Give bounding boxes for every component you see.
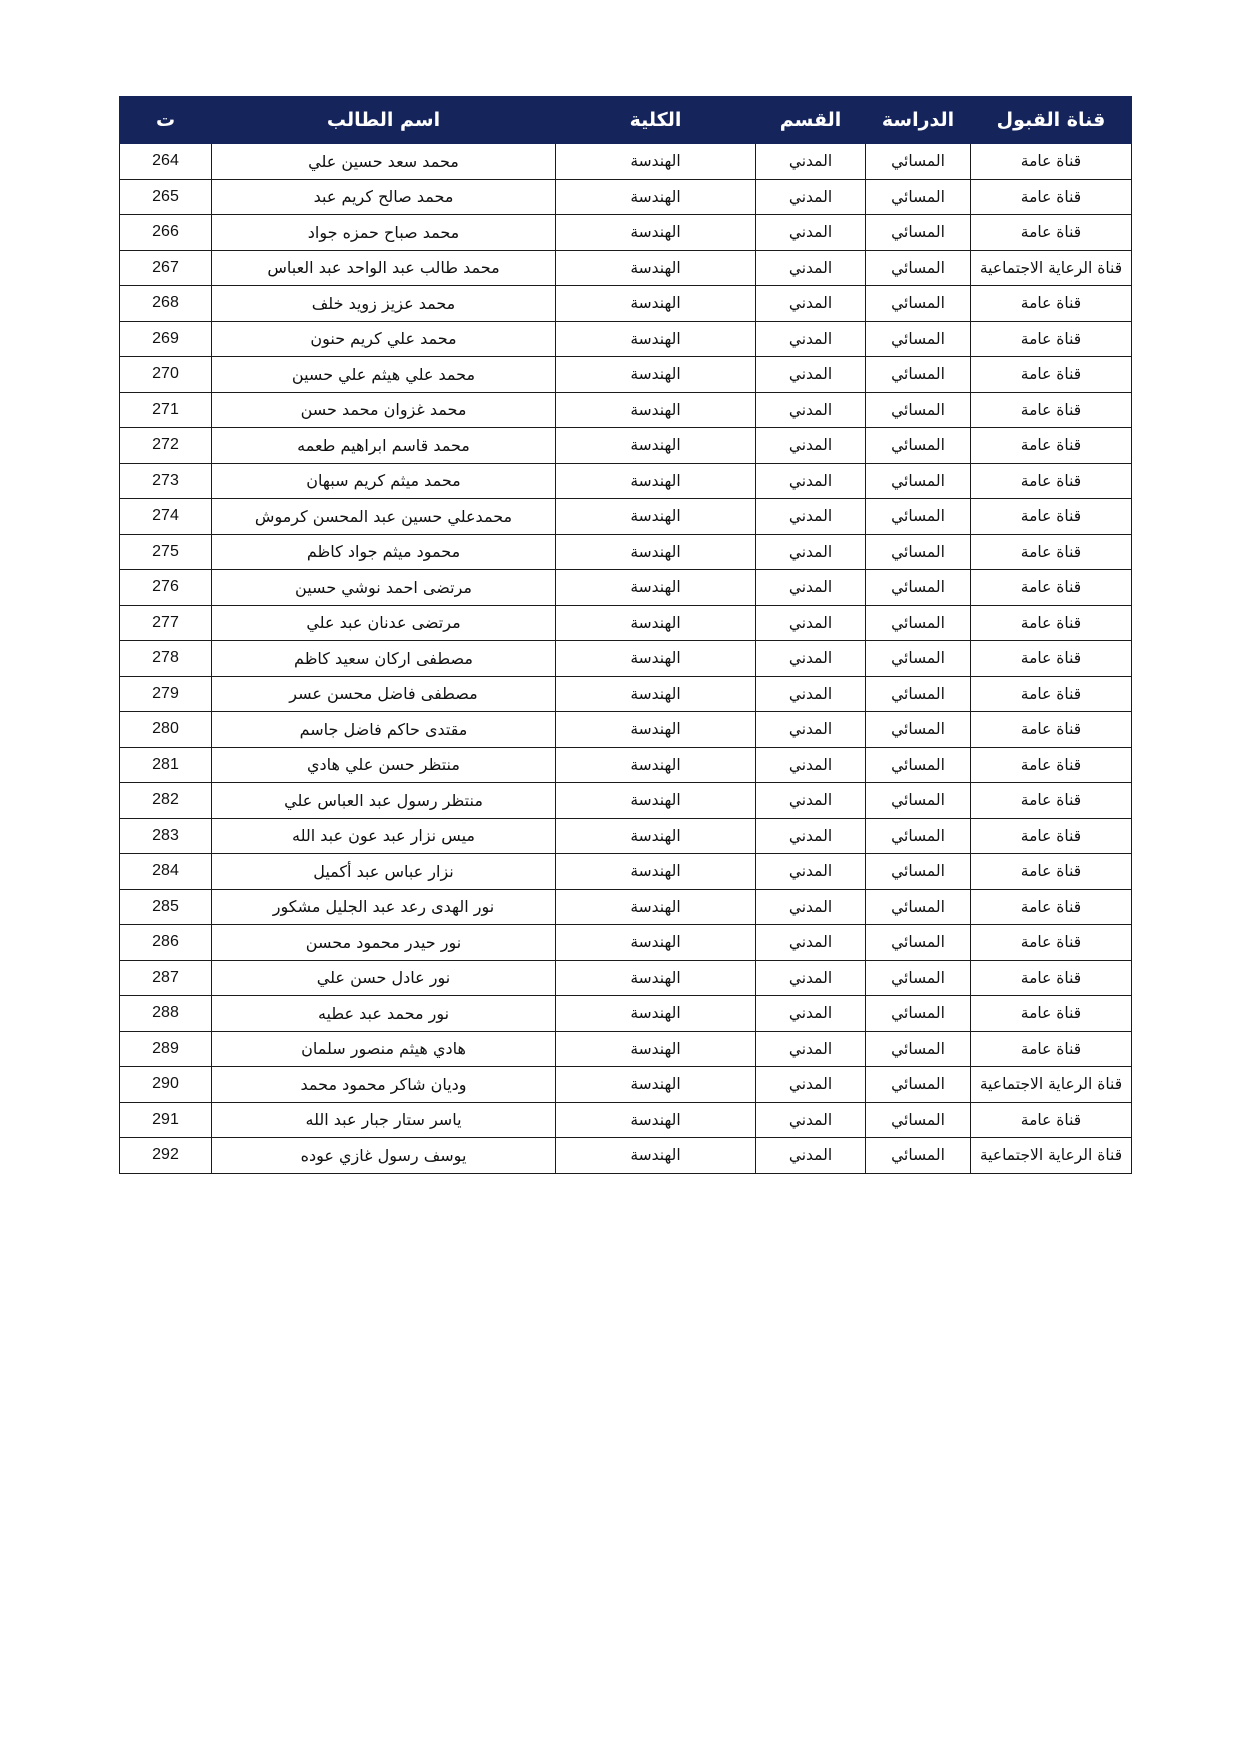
cell-college: الهندسة xyxy=(556,818,756,854)
cell-college: الهندسة xyxy=(556,1138,756,1174)
table-header xyxy=(120,97,1132,144)
cell-department: المدني xyxy=(756,605,866,641)
column-header-admission-channel: قناة القبول xyxy=(971,97,1132,144)
cell-department: المدني xyxy=(756,925,866,961)
cell-college: الهندسة xyxy=(556,215,756,251)
cell-study: المسائي xyxy=(866,818,971,854)
cell-college: الهندسة xyxy=(556,925,756,961)
cell-student-name: منتظر رسول عبد العباس علي xyxy=(212,783,556,819)
table-row xyxy=(120,1138,1132,1174)
cell-index: 284 xyxy=(120,854,212,890)
cell-index: 267 xyxy=(120,250,212,286)
cell-admission-channel: قناة عامة xyxy=(971,783,1132,819)
table-row xyxy=(120,925,1132,961)
table-row xyxy=(120,712,1132,748)
cell-department: المدني xyxy=(756,676,866,712)
cell-student-name: مرتضى احمد نوشي حسين xyxy=(212,570,556,606)
cell-index: 286 xyxy=(120,925,212,961)
cell-admission-channel: قناة عامة xyxy=(971,463,1132,499)
cell-study: المسائي xyxy=(866,605,971,641)
cell-study: المسائي xyxy=(866,534,971,570)
cell-study: المسائي xyxy=(866,996,971,1032)
table-row xyxy=(120,854,1132,890)
cell-index: 290 xyxy=(120,1067,212,1103)
table-row xyxy=(120,676,1132,712)
cell-department: المدني xyxy=(756,960,866,996)
cell-index: 281 xyxy=(120,747,212,783)
cell-study: المسائي xyxy=(866,925,971,961)
cell-college: الهندسة xyxy=(556,605,756,641)
table-row xyxy=(120,321,1132,357)
cell-admission-channel: قناة الرعاية الاجتماعية xyxy=(971,1138,1132,1174)
table-row xyxy=(120,747,1132,783)
cell-admission-channel: قناة عامة xyxy=(971,179,1132,215)
column-header-department: القسم xyxy=(756,97,866,144)
cell-admission-channel: قناة عامة xyxy=(971,392,1132,428)
cell-student-name: نزار عباس عبد أكميل xyxy=(212,854,556,890)
cell-student-name: نور عادل حسن علي xyxy=(212,960,556,996)
cell-college: الهندسة xyxy=(556,250,756,286)
cell-index: 273 xyxy=(120,463,212,499)
cell-index: 276 xyxy=(120,570,212,606)
cell-department: المدني xyxy=(756,783,866,819)
cell-study: المسائي xyxy=(866,854,971,890)
cell-index: 266 xyxy=(120,215,212,251)
cell-admission-channel: قناة عامة xyxy=(971,534,1132,570)
cell-admission-channel: قناة عامة xyxy=(971,570,1132,606)
cell-study: المسائي xyxy=(866,392,971,428)
cell-department: المدني xyxy=(756,854,866,890)
cell-student-name: يوسف رسول غازي عوده xyxy=(212,1138,556,1174)
cell-college: الهندسة xyxy=(556,783,756,819)
cell-student-name: نور الهدى رعد عبد الجليل مشكور xyxy=(212,889,556,925)
cell-study: المسائي xyxy=(866,1138,971,1174)
table-body xyxy=(120,144,1132,1174)
cell-index: 288 xyxy=(120,996,212,1032)
cell-admission-channel: قناة عامة xyxy=(971,854,1132,890)
cell-index: 280 xyxy=(120,712,212,748)
cell-study: المسائي xyxy=(866,215,971,251)
cell-admission-channel: قناة عامة xyxy=(971,1031,1132,1067)
cell-study: المسائي xyxy=(866,570,971,606)
cell-index: 269 xyxy=(120,321,212,357)
cell-study: المسائي xyxy=(866,1102,971,1138)
cell-student-name: محمد علي هيثم علي حسين xyxy=(212,357,556,393)
cell-department: المدني xyxy=(756,1031,866,1067)
cell-index: 270 xyxy=(120,357,212,393)
cell-college: الهندسة xyxy=(556,889,756,925)
cell-study: المسائي xyxy=(866,286,971,322)
cell-admission-channel: قناة عامة xyxy=(971,144,1132,180)
cell-admission-channel: قناة عامة xyxy=(971,641,1132,677)
table-row xyxy=(120,215,1132,251)
cell-department: المدني xyxy=(756,286,866,322)
cell-college: الهندسة xyxy=(556,144,756,180)
cell-department: المدني xyxy=(756,1067,866,1103)
cell-study: المسائي xyxy=(866,889,971,925)
cell-department: المدني xyxy=(756,144,866,180)
cell-study: المسائي xyxy=(866,144,971,180)
table-header-row xyxy=(120,97,1132,144)
cell-student-name: محمود ميثم جواد كاظم xyxy=(212,534,556,570)
cell-student-name: ياسر ستار جبار عبد الله xyxy=(212,1102,556,1138)
cell-department: المدني xyxy=(756,215,866,251)
cell-student-name: محمد غزوان محمد حسن xyxy=(212,392,556,428)
table-row xyxy=(120,818,1132,854)
table-row xyxy=(120,996,1132,1032)
cell-index: 272 xyxy=(120,428,212,464)
cell-department: المدني xyxy=(756,712,866,748)
cell-department: المدني xyxy=(756,747,866,783)
table-row xyxy=(120,783,1132,819)
cell-college: الهندسة xyxy=(556,179,756,215)
cell-admission-channel: قناة عامة xyxy=(971,605,1132,641)
cell-department: المدني xyxy=(756,534,866,570)
cell-department: المدني xyxy=(756,818,866,854)
cell-student-name: ميس نزار عبد عون عبد الله xyxy=(212,818,556,854)
table-row xyxy=(120,570,1132,606)
table-row xyxy=(120,1067,1132,1103)
cell-department: المدني xyxy=(756,392,866,428)
cell-index: 277 xyxy=(120,605,212,641)
cell-college: الهندسة xyxy=(556,321,756,357)
cell-study: المسائي xyxy=(866,676,971,712)
column-header-study: الدراسة xyxy=(866,97,971,144)
cell-college: الهندسة xyxy=(556,1031,756,1067)
cell-student-name: محمد عزيز زويد خلف xyxy=(212,286,556,322)
cell-index: 289 xyxy=(120,1031,212,1067)
cell-student-name: مصطفى اركان سعيد كاظم xyxy=(212,641,556,677)
cell-index: 278 xyxy=(120,641,212,677)
cell-student-name: منتظر حسن علي هادي xyxy=(212,747,556,783)
cell-index: 268 xyxy=(120,286,212,322)
table-row xyxy=(120,250,1132,286)
cell-admission-channel: قناة عامة xyxy=(971,321,1132,357)
cell-college: الهندسة xyxy=(556,499,756,535)
cell-college: الهندسة xyxy=(556,357,756,393)
cell-index: 285 xyxy=(120,889,212,925)
table-row xyxy=(120,357,1132,393)
cell-admission-channel: قناة عامة xyxy=(971,215,1132,251)
cell-index: 264 xyxy=(120,144,212,180)
cell-student-name: محمد قاسم ابراهيم طعمه xyxy=(212,428,556,464)
cell-study: المسائي xyxy=(866,783,971,819)
table-row xyxy=(120,1102,1132,1138)
cell-college: الهندسة xyxy=(556,392,756,428)
cell-admission-channel: قناة عامة xyxy=(971,357,1132,393)
table-row xyxy=(120,286,1132,322)
cell-admission-channel: قناة عامة xyxy=(971,960,1132,996)
cell-college: الهندسة xyxy=(556,428,756,464)
cell-student-name: نور حيدر محمود محسن xyxy=(212,925,556,961)
cell-study: المسائي xyxy=(866,499,971,535)
cell-admission-channel: قناة عامة xyxy=(971,925,1132,961)
cell-admission-channel: قناة عامة xyxy=(971,996,1132,1032)
cell-student-name: هادي هيثم منصور سلمان xyxy=(212,1031,556,1067)
cell-student-name: محمد صباح حمزه جواد xyxy=(212,215,556,251)
cell-department: المدني xyxy=(756,641,866,677)
cell-department: المدني xyxy=(756,996,866,1032)
cell-department: المدني xyxy=(756,889,866,925)
cell-study: المسائي xyxy=(866,1067,971,1103)
cell-admission-channel: قناة عامة xyxy=(971,499,1132,535)
cell-index: 275 xyxy=(120,534,212,570)
cell-department: المدني xyxy=(756,179,866,215)
cell-college: الهندسة xyxy=(556,712,756,748)
cell-college: الهندسة xyxy=(556,996,756,1032)
column-header-college: الكلية xyxy=(556,97,756,144)
cell-student-name: مقتدى حاكم فاضل جاسم xyxy=(212,712,556,748)
cell-college: الهندسة xyxy=(556,570,756,606)
cell-study: المسائي xyxy=(866,960,971,996)
cell-student-name: مصطفى فاضل محسن عسر xyxy=(212,676,556,712)
cell-student-name: محمد سعد حسين علي xyxy=(212,144,556,180)
cell-study: المسائي xyxy=(866,357,971,393)
cell-student-name: مرتضى عدنان عبد علي xyxy=(212,605,556,641)
cell-department: المدني xyxy=(756,1102,866,1138)
cell-college: الهندسة xyxy=(556,960,756,996)
cell-department: المدني xyxy=(756,499,866,535)
cell-college: الهندسة xyxy=(556,854,756,890)
cell-department: المدني xyxy=(756,250,866,286)
column-header-index: ت xyxy=(120,97,212,144)
cell-department: المدني xyxy=(756,1138,866,1174)
table-row xyxy=(120,1031,1132,1067)
cell-index: 274 xyxy=(120,499,212,535)
cell-admission-channel: قناة الرعاية الاجتماعية xyxy=(971,1067,1132,1103)
cell-department: المدني xyxy=(756,428,866,464)
cell-college: الهندسة xyxy=(556,534,756,570)
table-row xyxy=(120,144,1132,180)
cell-admission-channel: قناة عامة xyxy=(971,676,1132,712)
cell-college: الهندسة xyxy=(556,676,756,712)
table-row xyxy=(120,428,1132,464)
cell-study: المسائي xyxy=(866,1031,971,1067)
cell-admission-channel: قناة عامة xyxy=(971,286,1132,322)
cell-study: المسائي xyxy=(866,712,971,748)
cell-index: 282 xyxy=(120,783,212,819)
table-row xyxy=(120,605,1132,641)
cell-admission-channel: قناة الرعاية الاجتماعية xyxy=(971,250,1132,286)
cell-department: المدني xyxy=(756,321,866,357)
cell-college: الهندسة xyxy=(556,463,756,499)
cell-student-name: نور محمد عبد عطيه xyxy=(212,996,556,1032)
table-row xyxy=(120,392,1132,428)
cell-index: 265 xyxy=(120,179,212,215)
cell-study: المسائي xyxy=(866,641,971,677)
table-row xyxy=(120,179,1132,215)
cell-student-name: محمد طالب عبد الواحد عبد العباس xyxy=(212,250,556,286)
cell-department: المدني xyxy=(756,570,866,606)
cell-index: 283 xyxy=(120,818,212,854)
cell-index: 271 xyxy=(120,392,212,428)
cell-admission-channel: قناة عامة xyxy=(971,818,1132,854)
cell-department: المدني xyxy=(756,463,866,499)
cell-student-name: محمد ميثم كريم سبهان xyxy=(212,463,556,499)
table-row xyxy=(120,889,1132,925)
cell-admission-channel: قناة عامة xyxy=(971,428,1132,464)
table-row xyxy=(120,641,1132,677)
cell-college: الهندسة xyxy=(556,747,756,783)
cell-student-name: محمد صالح كريم عبد xyxy=(212,179,556,215)
cell-college: الهندسة xyxy=(556,286,756,322)
cell-study: المسائي xyxy=(866,428,971,464)
table-row xyxy=(120,499,1132,535)
table-row xyxy=(120,960,1132,996)
cell-department: المدني xyxy=(756,357,866,393)
cell-student-name: وديان شاكر محمود محمد xyxy=(212,1067,556,1103)
cell-admission-channel: قناة عامة xyxy=(971,1102,1132,1138)
cell-index: 292 xyxy=(120,1138,212,1174)
cell-student-name: محمد علي كريم حنون xyxy=(212,321,556,357)
cell-college: الهندسة xyxy=(556,1067,756,1103)
cell-study: المسائي xyxy=(866,747,971,783)
cell-study: المسائي xyxy=(866,321,971,357)
cell-index: 279 xyxy=(120,676,212,712)
cell-index: 287 xyxy=(120,960,212,996)
cell-study: المسائي xyxy=(866,463,971,499)
cell-admission-channel: قناة عامة xyxy=(971,747,1132,783)
cell-admission-channel: قناة عامة xyxy=(971,712,1132,748)
table-row xyxy=(120,534,1132,570)
cell-study: المسائي xyxy=(866,250,971,286)
cell-admission-channel: قناة عامة xyxy=(971,889,1132,925)
cell-student-name: محمدعلي حسين عبد المحسن كرموش xyxy=(212,499,556,535)
cell-study: المسائي xyxy=(866,179,971,215)
column-header-student-name: اسم الطالب xyxy=(212,97,556,144)
cell-index: 291 xyxy=(120,1102,212,1138)
table-row xyxy=(120,463,1132,499)
students-table xyxy=(119,96,1132,1174)
cell-college: الهندسة xyxy=(556,641,756,677)
cell-college: الهندسة xyxy=(556,1102,756,1138)
